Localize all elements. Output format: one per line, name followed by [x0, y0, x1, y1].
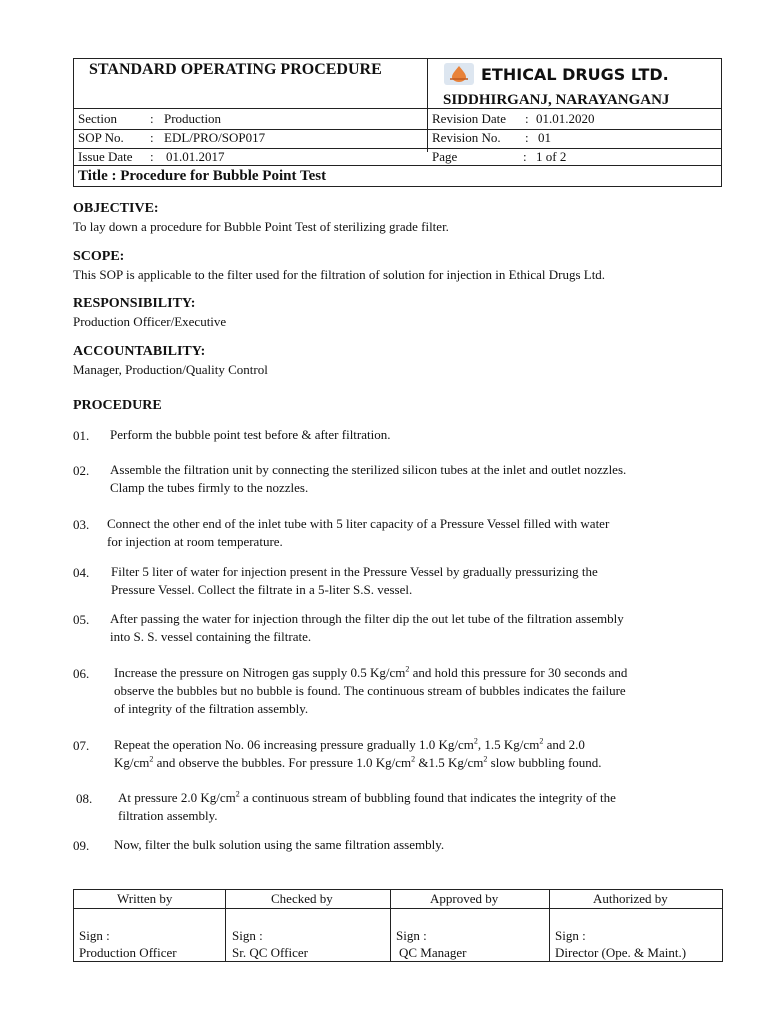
- approved-by-header: Approved by: [430, 891, 499, 906]
- drop-icon: [448, 65, 470, 83]
- footer-divider: [390, 890, 391, 961]
- revision-date-colon: :: [525, 111, 529, 126]
- step-line: Repeat the operation No. 06 increasing pressure gradually 1.0 $Kg/cm^2$, 1.5 $Kg/cm^2$ and 2.0: [114, 736, 585, 752]
- company-name: ETHICAL DRUGS LTD.: [481, 65, 669, 84]
- step-line: Increase the pressure on Nitrogen gas supply 0.5 $Kg/cm^2$ and hold this pressure for 30 seconds and: [114, 664, 628, 680]
- step-line: of integrity of the filtration assembly.: [114, 701, 309, 716]
- sign-label: Sign :: [79, 928, 110, 943]
- step-line: $Kg/cm^2$ and observe the bubbles. For pressure 1.0 $Kg/cm^2$ &1.5 $Kg/cm^2$ slow bubbling found.: [114, 754, 602, 770]
- step-line: Now, filter the bulk solution using the same filtration assembly.: [114, 837, 445, 852]
- step-line: At pressure 2.0 $Kg/cm^2$ a continuous stream of bubbling found that indicates the integrity of the: [118, 789, 616, 805]
- step-line: After passing the water for injection through the filter dip the out let tube of the filtration assembly: [110, 611, 624, 626]
- step-number: 05.: [73, 612, 90, 627]
- objective-heading: OBJECTIVE:: [73, 201, 159, 216]
- sign-label: Sign :: [232, 928, 263, 943]
- procedure-heading: PROCEDURE: [73, 398, 162, 413]
- step-line: Filter 5 liter of water for injection present in the Pressure Vessel by gradually pressurizing the: [111, 564, 598, 579]
- company-location: SIDDHIRGANJ, NARAYANGANJ: [443, 92, 670, 108]
- step-number: 02.: [73, 463, 90, 478]
- company-logo: [444, 63, 474, 85]
- header-rule: [74, 108, 721, 109]
- scope-text: This SOP is applicable to the filter used for the filtration of solution for injection in Ethical Drugs Ltd.: [73, 267, 606, 282]
- accountability-text: Manager, Production/Quality Control: [73, 362, 268, 377]
- sop-no-value: EDL/PRO/SOP017: [164, 130, 266, 145]
- revision-no-colon: :: [525, 130, 529, 145]
- step-line: Connect the other end of the inlet tube with 5 liter capacity of a Pressure Vessel filled with water: [107, 516, 610, 531]
- sop-title: Title : Procedure for Bubble Point Test: [78, 168, 327, 184]
- step-line: into S. S. vessel containing the filtrate.: [110, 629, 312, 644]
- sop-no-label: SOP No.: [78, 130, 124, 145]
- scope-heading: SCOPE:: [73, 249, 125, 264]
- footer-divider: [225, 890, 226, 961]
- step-line: Assemble the filtration unit by connecting the sterilized silicon tubes at the inlet and outlet nozzles.: [110, 462, 627, 477]
- step-number: 03.: [73, 517, 90, 532]
- page-label: Page: [432, 149, 458, 164]
- checked-by-header: Checked by: [271, 891, 333, 906]
- step-number: 04.: [73, 565, 90, 580]
- step-number: 06.: [73, 666, 90, 681]
- header-rule: [74, 165, 721, 166]
- doc-type: STANDARD OPERATING PROCEDURE: [89, 61, 382, 78]
- step-line: for injection at room temperature.: [107, 534, 283, 549]
- issue-date-colon: :: [150, 149, 154, 164]
- checked-by-role: Sr. QC Officer: [232, 945, 308, 960]
- issue-date-value: 01.01.2017: [166, 149, 225, 164]
- issue-date-label: Issue Date: [78, 149, 133, 164]
- section-label: Section: [78, 111, 117, 126]
- page-colon: :: [523, 149, 527, 164]
- authorized-by-header: Authorized by: [593, 891, 668, 906]
- header-divider: [427, 59, 428, 152]
- page-value: 1 of 2: [536, 149, 567, 164]
- sop-no-colon: :: [150, 130, 154, 145]
- sign-label: Sign :: [555, 928, 586, 943]
- written-by-header: Written by: [117, 891, 173, 906]
- revision-no-value: 01: [538, 130, 551, 145]
- objective-text: To lay down a procedure for Bubble Point Test of sterilizing grade filter.: [73, 219, 449, 234]
- revision-no-label: Revision No.: [432, 130, 501, 145]
- accountability-heading: ACCOUNTABILITY:: [73, 344, 206, 359]
- step-line: Clamp the tubes firmly to the nozzles.: [110, 480, 309, 495]
- step-number: 09.: [73, 838, 90, 853]
- section-value: Production: [164, 111, 222, 126]
- revision-date-label: Revision Date: [432, 111, 507, 126]
- step-number: 01.: [73, 428, 90, 443]
- written-by-role: Production Officer: [79, 945, 177, 960]
- step-line: Perform the bubble point test before & after filtration.: [110, 427, 391, 442]
- authorized-by-role: Director (Ope. & Maint.): [555, 945, 687, 960]
- approved-by-role: QC Manager: [399, 945, 467, 960]
- step-number: 08.: [76, 791, 93, 806]
- step-line: Pressure Vessel. Collect the filtrate in a 5-liter S.S. vessel.: [111, 582, 413, 597]
- step-number: 07.: [73, 738, 90, 753]
- step-line: filtration assembly.: [118, 808, 218, 823]
- revision-date-value: 01.01.2020: [536, 111, 595, 126]
- responsibility-text: Production Officer/Executive: [73, 314, 227, 329]
- responsibility-heading: RESPONSIBILITY:: [73, 296, 196, 311]
- step-line: observe the bubbles but no bubble is found. The continuous stream of bubbles indicates the failure: [114, 683, 626, 698]
- sign-label: Sign :: [396, 928, 427, 943]
- footer-rule: [74, 908, 722, 909]
- section-colon: :: [150, 111, 154, 126]
- footer-divider: [549, 890, 550, 961]
